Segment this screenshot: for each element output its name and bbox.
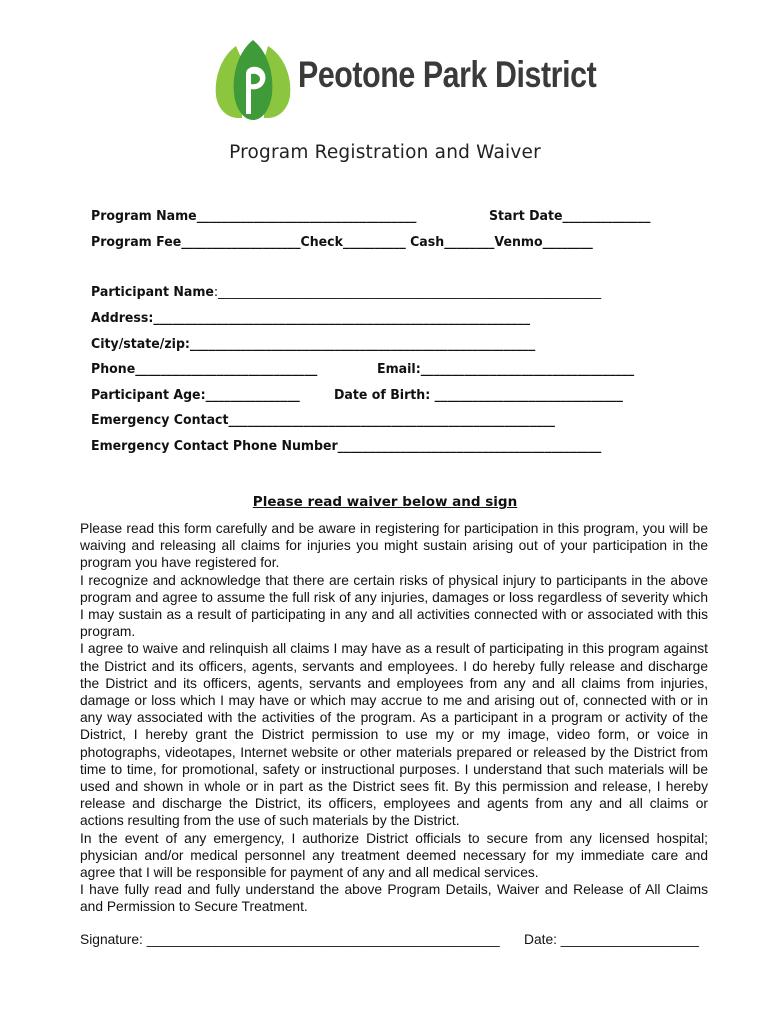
signature-date-field[interactable]: Date: __________________ <box>524 932 699 947</box>
start-date-field[interactable]: Start Date______________ <box>489 208 651 224</box>
phone-field[interactable]: Phone_____________________________ <box>91 361 318 377</box>
participant-name-field[interactable] <box>91 284 601 300</box>
city-state-zip-field[interactable]: City/state/zip:_______________________________________________________ <box>91 336 536 352</box>
email-field[interactable]: Email:__________________________________ <box>377 361 635 377</box>
emergency-contact-phone-field[interactable]: Emergency Contact Phone Number__________________________________________ <box>91 438 602 454</box>
waiver-paragraph: I have fully read and fully understand the above Program Details, Waiver and Release of All Claims and Permission to Secure Treatment. <box>80 882 708 915</box>
page-title: Program Registration and Waiver <box>229 142 541 163</box>
program-name-field[interactable]: Program Name___________________________________ <box>91 208 417 224</box>
organization-name: Peotone Park District <box>298 54 597 95</box>
waiver-paragraph: I recognize and acknowledge that there are certain risks of physical injury to participants in the above program and agree to assume the full risk of any injuries, damages or loss regardless of severity which I may sustain as a result of participating in any and all activities connected with or associated with this program. <box>80 572 708 640</box>
waiver-paragraph: In the event of any emergency, I authorize District officials to secure from any licensed hospital; physician and/or medical personnel any treatment deemed necessary for my immediate care and agree that I will be responsible for payment of any and all medical services. <box>80 830 708 881</box>
signature-field[interactable]: Signature: ______________________________________________ <box>80 932 500 947</box>
emergency-contact-field[interactable]: Emergency Contact____________________________________________________ <box>91 412 555 428</box>
waiver-heading: Please read waiver below and sign <box>252 494 518 510</box>
participant-name-line[interactable]: :_____________________________________________________________ <box>213 284 602 300</box>
waiver-text <box>80 520 708 916</box>
waiver-paragraph: Please read this form carefully and be aware in registering for participation in this program, you will be waiving and releasing all claims for injuries you might sustain arising out of your participation in the program you have registered for. <box>80 521 708 571</box>
waiver-paragraph: I agree to waive and relinquish all claims I may have as a result of participating in this program against the District and its officers, agents, servants and employees. I do hereby fully release and discharge the District and its officers, agents, servants and employees from any and all claims from injuries, damage or loss which I may have or which may accrue to me and arising out of, connected with or in any way associated with the activities of the program. As a participant in a program or activity of the District, I hereby grant the District permission to use my or my image, video form, or voice in photographs, videotapes, Internet website or other materials prepared or released by the District from time to time, for promotional, safety or instructional purposes. I understand that such materials will be used and shown in whole or in part as the District sees fit. By this permission and release, I hereby release and discharge the District, its officers, employees and agents from any and all claims or actions resulting from the use of such materials by the District. <box>80 641 708 829</box>
date-of-birth-field[interactable]: Date of Birth: ______________________________ <box>334 387 623 403</box>
address-field[interactable]: Address:____________________________________________________________ <box>91 310 531 326</box>
program-fee-payment-fields[interactable]: Program Fee___________________Check__________ Cash________Venmo________ <box>91 234 593 250</box>
participant-age-field[interactable]: Participant Age:_______________ <box>91 387 300 403</box>
participant-name-label: Participant Name <box>91 284 214 300</box>
trees-logo-icon <box>208 40 298 122</box>
